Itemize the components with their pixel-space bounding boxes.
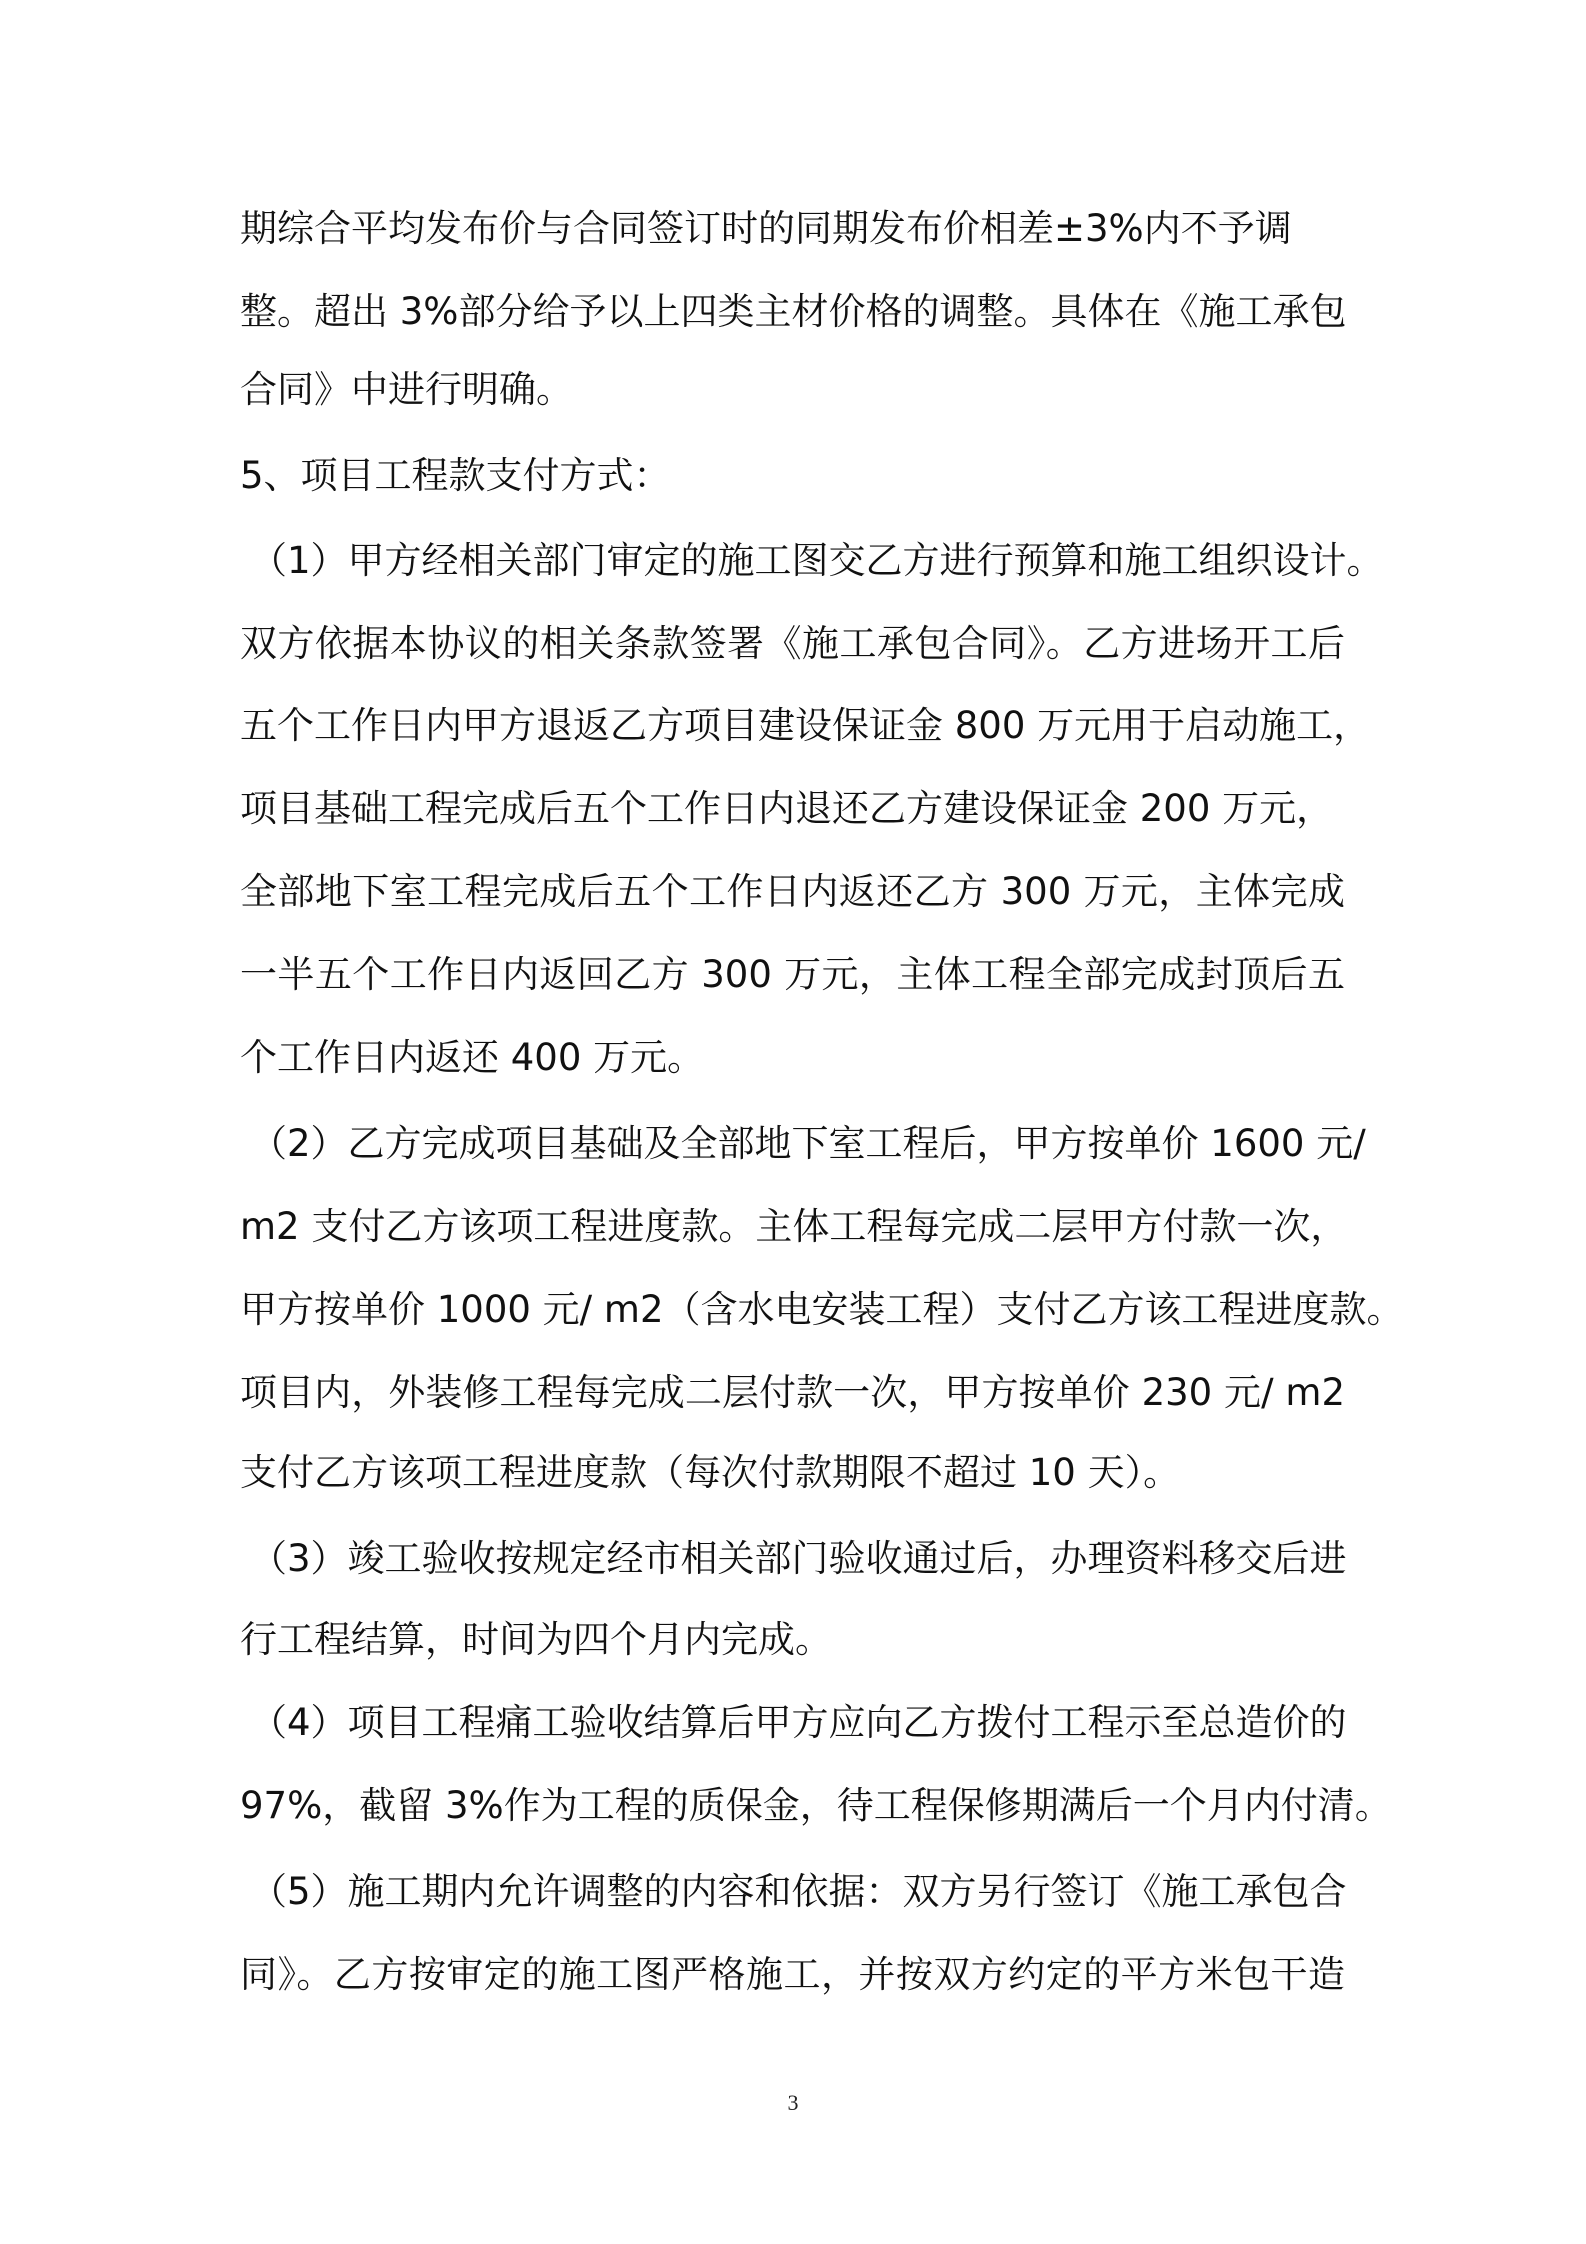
text-line: 支付乙方该项工程进度款（每次付款期限不超过 10 天）。 [240, 1451, 1181, 1494]
text-line: 全部地下室工程完成后五个工作日内返还乙方 300 万元，主体完成 [240, 870, 1345, 913]
text-line: 甲方按单价 1000 元/ m2（含水电安装工程）支付乙方该工程进度款。 [240, 1288, 1404, 1331]
text-line: （3）竣工验收按规定经市相关部门验收通过后，办理资料移交后进 [250, 1537, 1347, 1580]
text-line: m2 支付乙方该项工程进度款。主体工程每完成二层甲方付款一次， [240, 1205, 1348, 1248]
text-line: 整。超出 3%部分给予以上四类主材价格的调整。具体在《施工承包 [240, 290, 1347, 333]
section-heading: 5、项目工程款支付方式： [240, 454, 671, 497]
text-line: （4）项目工程痛工验收结算后甲方应向乙方拨付工程示至总造价的 [250, 1701, 1347, 1744]
text-line: （2）乙方完成项目基础及全部地下室工程后，甲方按单价 1600 元/ [250, 1122, 1366, 1165]
text-line: 项目内，外装修工程每完成二层付款一次，甲方按单价 230 元/ m2 [240, 1371, 1345, 1414]
text-line: 双方依据本协议的相关条款签署《施工承包合同》。乙方进场开工后 [240, 622, 1345, 665]
text-line: （5）施工期内允许调整的内容和依据：双方另行签订《施工承包合 [250, 1870, 1347, 1913]
text-line: 五个工作日内甲方退返乙方项目建设保证金 800 万元用于启动施工， [240, 704, 1371, 747]
text-line: 项目基础工程完成后五个工作日内退还乙方建设保证金 200 万元， [240, 787, 1334, 830]
text-line: 合同》中进行明确。 [240, 368, 573, 411]
text-line: 97%，截留 3%作为工程的质保金，待工程保修期满后一个月内付清。 [240, 1784, 1392, 1827]
text-line: 个工作日内返还 400 万元。 [240, 1036, 705, 1079]
text-line: 一半五个工作日内返回乙方 300 万元，主体工程全部完成封顶后五 [240, 953, 1345, 996]
text-line: 行工程结算，时间为四个月内完成。 [240, 1618, 832, 1661]
text-line: 同》。乙方按审定的施工图严格施工，并按双方约定的平方米包干造 [240, 1953, 1345, 1996]
page-number: 3 [787, 2090, 799, 2115]
text-line: 期综合平均发布价与合同签订时的同期发布价相差±3%内不予调 [240, 207, 1292, 250]
text-line: （1）甲方经相关部门审定的施工图交乙方进行预算和施工组织设计。 [250, 539, 1384, 582]
